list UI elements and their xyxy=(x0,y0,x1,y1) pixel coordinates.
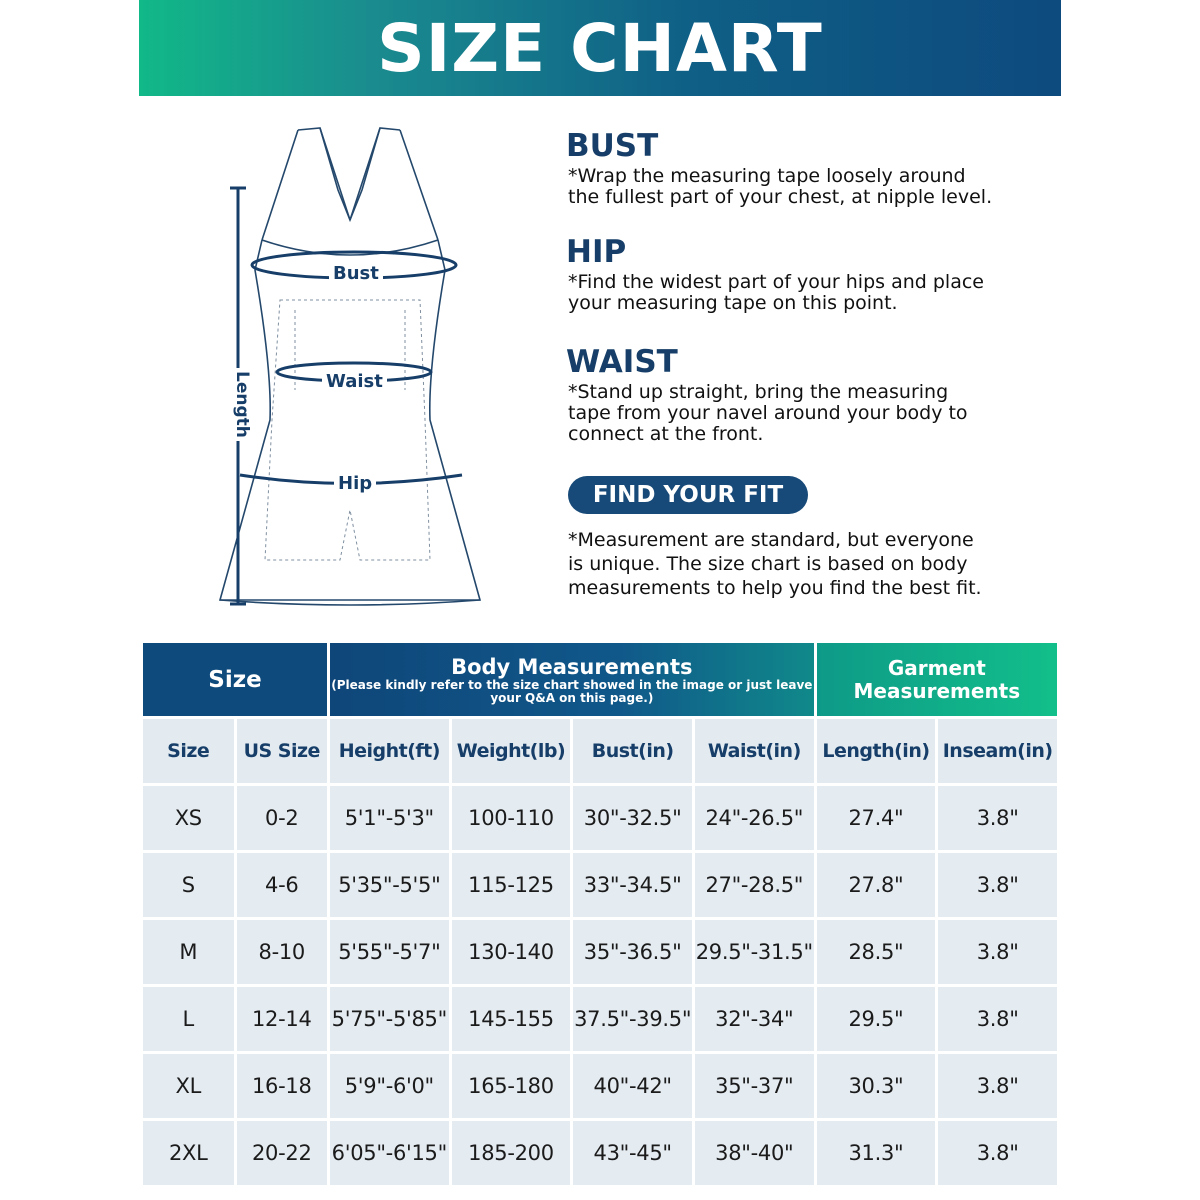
table-cell: 5'35"-5'5" xyxy=(330,853,449,917)
hip-heading: HIP xyxy=(566,234,627,270)
table-cell: 165-180 xyxy=(452,1054,571,1118)
table-cell: 3.8" xyxy=(938,1121,1057,1185)
column-header: Weight(lb) xyxy=(452,719,571,783)
page-title: SIZE CHART xyxy=(377,9,823,87)
size-table xyxy=(140,640,1060,1188)
table-cell: 27.4" xyxy=(817,786,936,850)
table-cell: 3.8" xyxy=(938,786,1057,850)
bust-instructions: *Wrap the measuring tape loosely around the fullest part of your chest, at nipple level. xyxy=(568,165,993,208)
bust-heading: BUST xyxy=(566,128,659,164)
table-cell: 27"-28.5" xyxy=(695,853,814,917)
table-row xyxy=(143,1121,1057,1185)
table-cell: 29.5" xyxy=(817,987,936,1051)
waist-label: Waist xyxy=(322,371,387,393)
column-header: Height(ft) xyxy=(330,719,449,783)
table-cell: 3.8" xyxy=(938,987,1057,1051)
table-cell: 35"-37" xyxy=(695,1054,814,1118)
table-cell: 12-14 xyxy=(237,987,328,1051)
table-cell: 30"-32.5" xyxy=(573,786,692,850)
table-row xyxy=(143,786,1057,850)
waist-section xyxy=(566,344,968,445)
garment-measurements-header xyxy=(817,643,1057,716)
table-cell: 0-2 xyxy=(237,786,328,850)
table-cell: 185-200 xyxy=(452,1121,571,1185)
table-cell: 6'05"-6'15" xyxy=(330,1121,449,1185)
body-measurements-title: Body Measurements xyxy=(451,654,693,679)
column-header: Size xyxy=(143,719,234,783)
table-cell: M xyxy=(143,920,234,984)
table-cell: 3.8" xyxy=(938,920,1057,984)
column-header: Waist(in) xyxy=(695,719,814,783)
bust-label: Bust xyxy=(329,263,383,285)
table-cell: L xyxy=(143,987,234,1051)
length-label: Length xyxy=(232,368,252,441)
size-rows xyxy=(143,786,1057,1185)
table-cell: 16-18 xyxy=(237,1054,328,1118)
table-cell: 28.5" xyxy=(817,920,936,984)
table-cell: 31.3" xyxy=(817,1121,936,1185)
table-cell: 27.8" xyxy=(817,853,936,917)
hip-label: Hip xyxy=(334,473,376,495)
table-cell: 29.5"-31.5" xyxy=(695,920,814,984)
column-header: Length(in) xyxy=(817,719,936,783)
table-cell: 30.3" xyxy=(817,1054,936,1118)
waist-instructions: *Stand up straight, bring the measuring tape from your navel around your body to connect at the front. xyxy=(568,381,968,445)
column-header: Bust(in) xyxy=(573,719,692,783)
table-cell: 5'1"-5'3" xyxy=(330,786,449,850)
table-row xyxy=(143,987,1057,1051)
column-header-row xyxy=(143,719,1057,783)
header-banner xyxy=(139,0,1061,96)
garment-illustration xyxy=(200,120,500,620)
table-cell: 4-6 xyxy=(237,853,328,917)
size-group-label: Size xyxy=(208,666,262,693)
table-cell: 43"-45" xyxy=(573,1121,692,1185)
table-cell: 145-155 xyxy=(452,987,571,1051)
hip-instructions: *Find the widest part of your hips and place your measuring tape on this point. xyxy=(568,271,984,314)
table-cell: 2XL xyxy=(143,1121,234,1185)
table-cell: 35"-36.5" xyxy=(573,920,692,984)
table-row xyxy=(143,853,1057,917)
waist-heading: WAIST xyxy=(566,344,678,380)
hip-section xyxy=(566,234,984,314)
table-cell: 20-22 xyxy=(237,1121,328,1185)
size-group-header xyxy=(143,643,327,716)
table-cell: 5'75"-5'85" xyxy=(330,987,449,1051)
find-your-fit-badge: FIND YOUR FIT xyxy=(568,476,808,514)
table-cell: 40"-42" xyxy=(573,1054,692,1118)
table-cell: 8-10 xyxy=(237,920,328,984)
table-cell: 100-110 xyxy=(452,786,571,850)
fit-note: *Measurement are standard, but everyone is unique. The size chart is based on body measurements to help you find the best fit. xyxy=(568,529,982,599)
table-cell: XS xyxy=(143,786,234,850)
body-measurements-note: (Please kindly refer to the size chart showed in the image or just leave your Q&A on this page.) xyxy=(331,677,813,705)
table-cell: 37.5"-39.5" xyxy=(573,987,692,1051)
table-cell: 32"-34" xyxy=(695,987,814,1051)
column-header: Inseam(in) xyxy=(938,719,1057,783)
table-row xyxy=(143,1054,1057,1118)
table-cell: 5'9"-6'0" xyxy=(330,1054,449,1118)
body-measurements-header xyxy=(330,643,814,716)
column-header: US Size xyxy=(237,719,328,783)
table-cell: 115-125 xyxy=(452,853,571,917)
table-cell: 130-140 xyxy=(452,920,571,984)
bust-section xyxy=(566,128,992,208)
table-cell: 5'55"-5'7" xyxy=(330,920,449,984)
table-cell: 3.8" xyxy=(938,853,1057,917)
table-cell: XL xyxy=(143,1054,234,1118)
table-cell: 24"-26.5" xyxy=(695,786,814,850)
table-cell: 3.8" xyxy=(938,1054,1057,1118)
table-row xyxy=(143,920,1057,984)
table-cell: 38"-40" xyxy=(695,1121,814,1185)
garment-measurements-title: Garment Measurements xyxy=(853,655,1021,703)
table-cell: 33"-34.5" xyxy=(573,853,692,917)
table-cell: S xyxy=(143,853,234,917)
